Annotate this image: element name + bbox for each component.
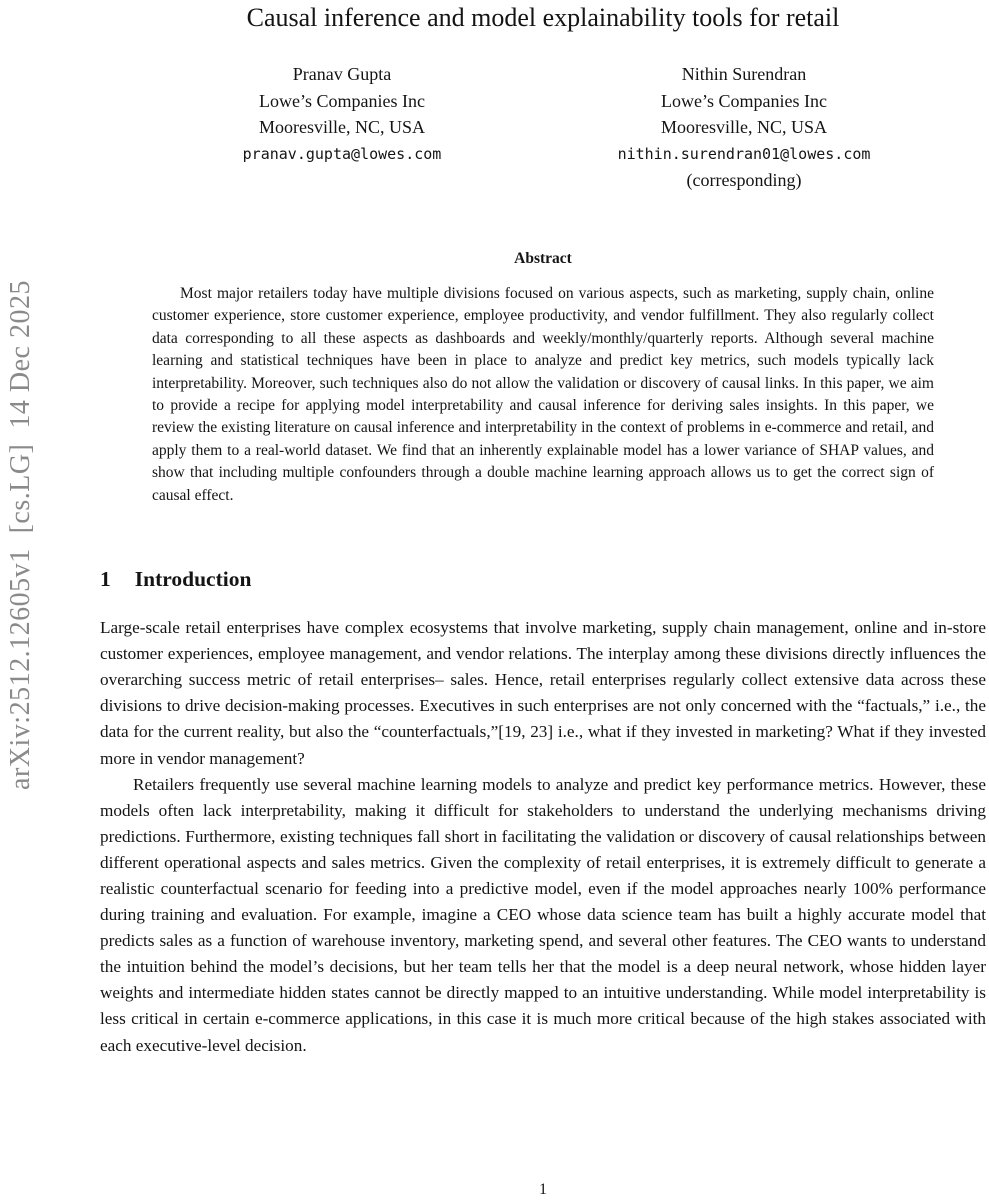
arxiv-watermark: arXiv:2512.12605v1 [cs.LG] 14 Dec 2025 [5,280,36,790]
author-block-row [100,61,986,194]
paper-content [100,0,986,1198]
section-title: Introduction [134,567,252,592]
author-name: Nithin Surendran [681,64,807,84]
author-block [156,61,528,194]
author-note: (corresponding) [686,170,802,191]
author-name: Pranav Gupta [292,64,392,84]
abstract-text: Most major retailers today have multiple divisions focused on various aspects, such as marketing, supply chain, online customer experience, store customer experience, employee productivity, and vendor fulfillment. They also regularly collect data corresponding to all these aspects as dashboards and weekly/monthly/quarterly reports. Although several machine learning and statistical techniques have been in place to analyze and predict key metrics, such models typically lack interpretability. Moreover, such techniques also do not allow the validation or discovery of causal links. In this paper, we aim to provide a recipe for applying model interpretability and causal inference for deriving sales insights. In this paper, we review the existing literature on causal inference and interpretability in the context of problems in e-commerce and retail, and apply them to a real-world dataset. We find that an inherently explainable model has a lower variance of SHAP values, and show that including multiple confounders through a double machine learning approach allows us to get the correct sign of causal effect. [152,284,934,504]
author-affiliation: Lowe’s Companies Inc [259,90,425,111]
section-number: 1 [100,567,111,592]
paper-title: Causal inference and model explainability tools for retail [246,3,840,32]
author-location: Mooresville, NC, USA [259,117,425,138]
author-email: pranav.gupta@lowes.com [242,144,442,163]
author-location: Mooresville, NC, USA [661,117,827,138]
page-number: 1 [539,1181,547,1198]
abstract-heading: Abstract [514,249,572,267]
intro-paragraph-1: Large-scale retail enterprises have complex ecosystems that involve marketing, supply chain management, online and in-store customer experiences, employee management, and vendor relations. The interplay among these divisions directly influences the overarching success metric of retail enterprises– sales. Hence, retail enterprises regularly collect extensive data across these divisions to drive decision-making processes. Executives in such enterprises are not only concerned with the “factuals,” i.e., the data for the current reality, but also the “counterfactuals,”[19, 23] i.e., what if they invested in marketing? What if they invested more in vendor management? [100,618,986,768]
intro-paragraph-2: Retailers frequently use several machine learning models to analyze and predict key performance metrics. However, these models often lack interpretability, making it difficult for stakeholders to understand the underlying mechanisms driving predictions. Furthermore, existing techniques fall short in facilitating the validation or discovery of causal relationships between different operational aspects and sales metrics. Given the complexity of retail enterprises, it is extremely difficult to generate a realistic counterfactual scenario for feeding into a predictive model, even if the model approaches nearly 100% performance during training and evaluation. For example, imagine a CEO whose data science team has built a highly accurate model that predicts sales as a function of warehouse inventory, marketing spend, and several other features. The CEO wants to understand the intuition behind the model’s decisions, but her team tells her that the model is a deep neural network, whose hidden layer weights and intermediate hidden states cannot be directly mapped to an intuitive understanding. While model interpretability is less critical in certain e-commerce applications, in this case it is much more critical because of the high stakes associated with each executive-level decision. [100,774,986,1055]
author-affiliation: Lowe’s Companies Inc [661,90,827,111]
author-block [558,61,930,194]
author-email: nithin.surendran01@lowes.com [617,144,871,163]
section-heading-introduction [100,567,986,592]
